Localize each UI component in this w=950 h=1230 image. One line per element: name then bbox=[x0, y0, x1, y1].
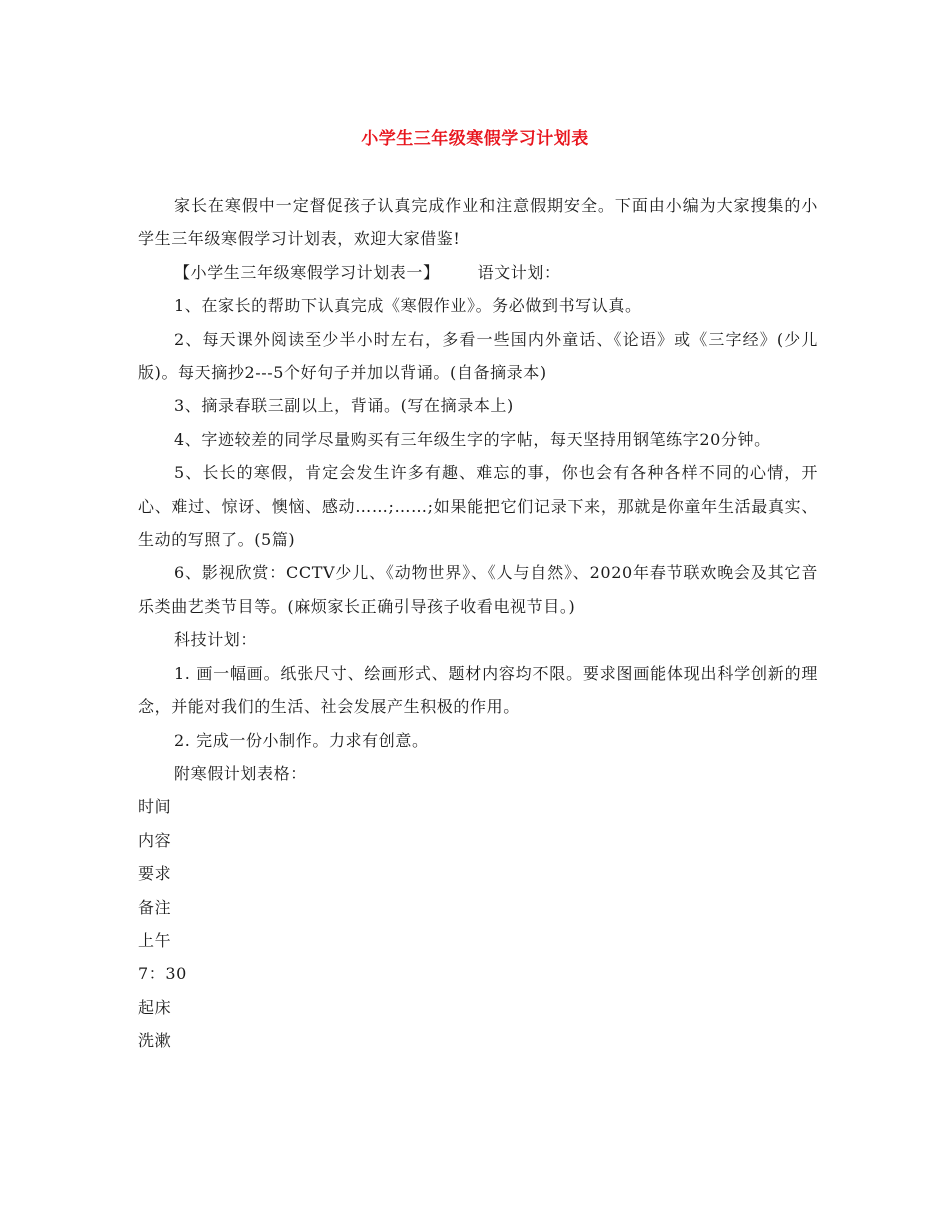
table-intro: 附寒假计划表格： bbox=[174, 763, 307, 783]
section-heading-line bbox=[138, 256, 818, 289]
chinese-item-5: 5、长长的寒假，肯定会发生许多有趣、难忘的事，你也会有各种各样不同的心情，开心、难过、惊讶、懊恼、感动……;……;如果能把它们记录下来，那就是你童年生活最真实、生动的写照了。(5篇) bbox=[138, 463, 818, 550]
chinese-item-3: 3、摘录春联三副以上，背诵。(写在摘录本上) bbox=[174, 396, 514, 416]
section-heading: 【小学生三年级寒假学习计划表一】 bbox=[174, 262, 440, 282]
tech-item-1: 1. 画一幅画。纸张尺寸、绘画形式、题材内容均不限。要求图画能体现出科学创新的理念，并能对我们的生活、社会发展产生积极的作用。 bbox=[138, 663, 818, 717]
intro-paragraph: 家长在寒假中一定督促孩子认真完成作业和注意假期安全。下面由小编为大家搜集的小学生三年级寒假学习计划表，欢迎大家借鉴! bbox=[138, 196, 818, 249]
chinese-item-4: 4、字迹较差的同学尽量购买有三年级生字的字帖，每天坚持用钢笔练字20分钟。 bbox=[174, 429, 771, 449]
chinese-plan-label: 语文计划： bbox=[477, 262, 561, 282]
chinese-item-2: 2、每天课外阅读至少半小时左右，多看一些国内外童话、《论语》或《三字经》(少儿版)。每天摘抄2---5个好句子并加以背诵。(自备摘录本) bbox=[138, 329, 818, 383]
table-cell: 起床 bbox=[138, 997, 172, 1017]
table-cell: 要求 bbox=[138, 864, 172, 884]
table-cell: 备注 bbox=[138, 897, 172, 917]
chinese-item-1: 1、在家长的帮助下认真完成《寒假作业》。务必做到书写认真。 bbox=[174, 296, 642, 316]
tech-plan-label: 科技计划： bbox=[174, 630, 258, 650]
chinese-item-6: 6、影视欣赏：CCTV少儿、《动物世界》、《人与自然》、2020年春节联欢晚会及其它音乐类曲艺类节目等。(麻烦家长正确引导孩子收看电视节目。) bbox=[138, 563, 818, 616]
table-cell: 上午 bbox=[138, 930, 172, 950]
document-body bbox=[138, 189, 818, 1058]
tech-item-2: 2. 完成一份小制作。力求有创意。 bbox=[174, 730, 429, 750]
table-cell: 时间 bbox=[138, 797, 172, 817]
table-cell: 7：30 bbox=[138, 964, 187, 984]
table-cell: 内容 bbox=[138, 830, 172, 850]
table-cell: 洗漱 bbox=[138, 1031, 172, 1051]
document-title: 小学生三年级寒假学习计划表 bbox=[361, 129, 589, 149]
